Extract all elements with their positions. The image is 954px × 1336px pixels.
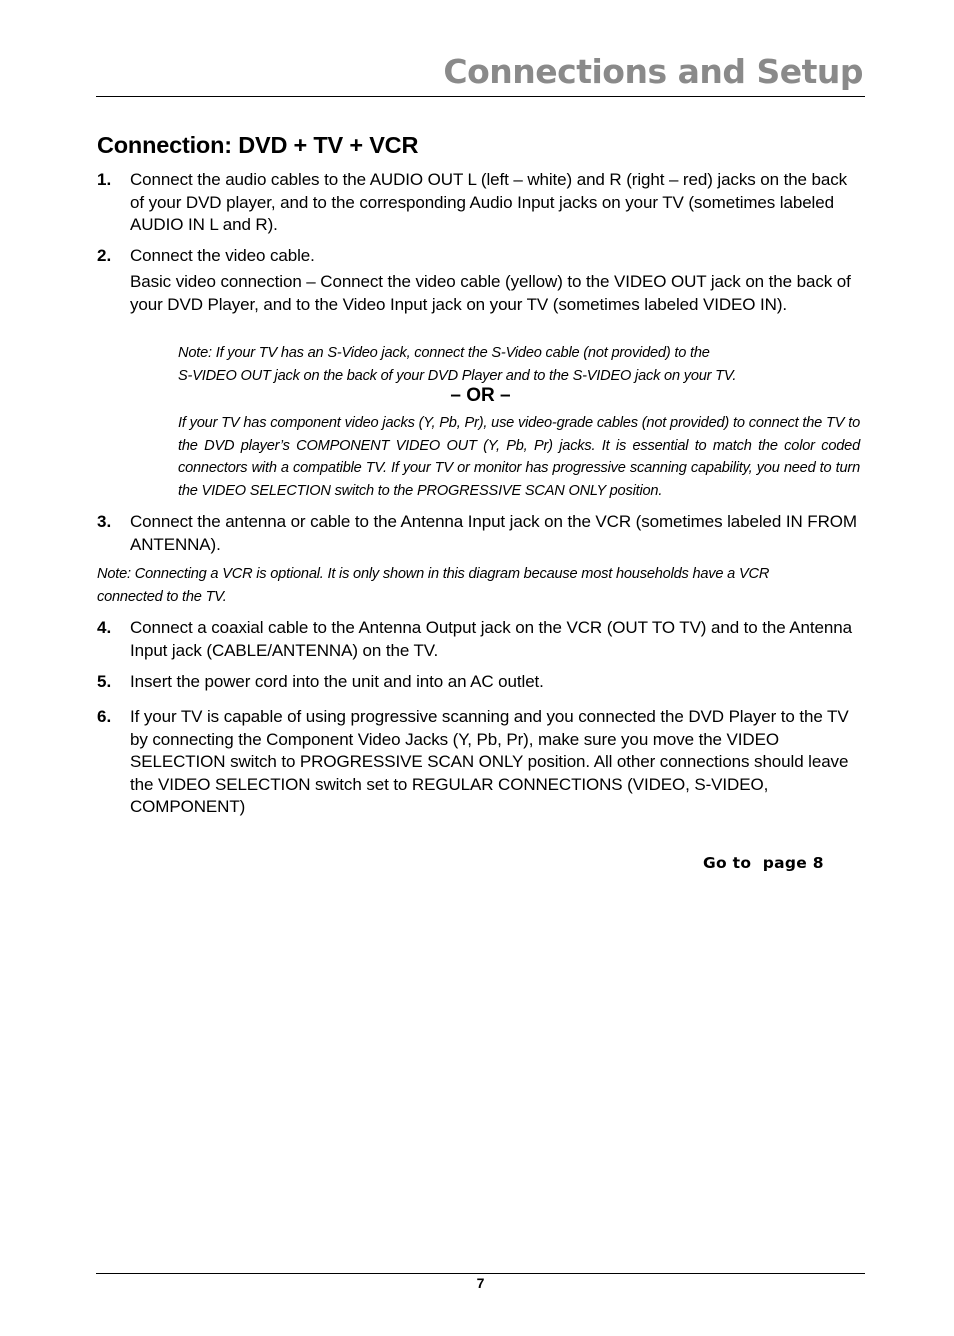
step-number: 1. bbox=[97, 170, 112, 189]
svideo-note bbox=[178, 342, 868, 387]
page-header bbox=[96, 52, 865, 97]
step-number: 5. bbox=[97, 672, 112, 691]
step-number: 2. bbox=[97, 246, 112, 265]
step-text: Connect the video cable. bbox=[130, 246, 315, 265]
page-title: Connections and Setup bbox=[443, 52, 863, 91]
step-text: Connect a coaxial cable to the Antenna Output jack on the VCR (OUT TO TV) and to the Antenna Input jack (CABLE/ANTENNA) on the TV. bbox=[130, 618, 852, 660]
step-number: 4. bbox=[97, 618, 112, 637]
page-number: 7 bbox=[476, 1275, 485, 1291]
step-text: Insert the power cord into the unit and into an AC outlet. bbox=[130, 672, 544, 691]
basic-video-paragraph: Basic video connection – Connect the video cable (yellow) to the VIDEO OUT jack on the back of your DVD Player, and to the Video Input jack on your TV (sometimes labeled VIDEO IN). bbox=[130, 272, 851, 314]
svideo-note-line: S-VIDEO OUT jack on the back of your DVD Player and to the S-VIDEO jack on your TV. bbox=[178, 367, 737, 384]
step-text: If your TV is capable of using progressive scanning and you connected the DVD Player to the TV by connecting the Component Video Jacks (Y, Pb, Pr), make sure you move the VIDEO SELECTION switch to PROGRESSIVE SCAN ONLY position. All other connections should leave the VIDEO SELECTION switch set to REGULAR CONNECTIONS (VIDEO, S-VIDEO, COMPONENT) bbox=[130, 707, 849, 816]
svideo-note-line: Note: If your TV has an S-Video jack, connect the S-Video cable (not provided) to the bbox=[178, 345, 710, 361]
vcr-note: Note: Connecting a VCR is optional. It is only shown in this diagram because most households have a VCR connected to the TV. bbox=[97, 566, 770, 605]
component-video-note: If your TV has component video jacks (Y, Pb, Pr), use video-grade cables (not provided) to connect the TV to the DVD player’s COMPONENT VIDEO OUT (Y, Pb, Pr) jacks. It is essential to match the color coded connectors with a compatible TV. If your TV or monitor has progressive scanning capability, you need to turn the VIDEO SELECTION switch to the PROGRESSIVE SCAN ONLY position. bbox=[178, 415, 860, 500]
goto-page-link: Go to page 8 bbox=[703, 854, 824, 872]
step-number: 6. bbox=[97, 707, 112, 726]
step-number: 3. bbox=[97, 512, 112, 531]
or-separator: – OR – bbox=[450, 385, 511, 406]
step-text: Connect the antenna or cable to the Antenna Input jack on the VCR (sometimes labeled IN FROM ANTENNA). bbox=[130, 512, 857, 554]
section-heading: Connection: DVD + TV + VCR bbox=[97, 132, 419, 158]
step-text: Connect the audio cables to the AUDIO OUT L (left – white) and R (right – red) jacks on the back of your DVD player, and to the corresponding Audio Input jacks on your TV (sometimes labeled AUDIO IN L and R). bbox=[130, 170, 848, 234]
